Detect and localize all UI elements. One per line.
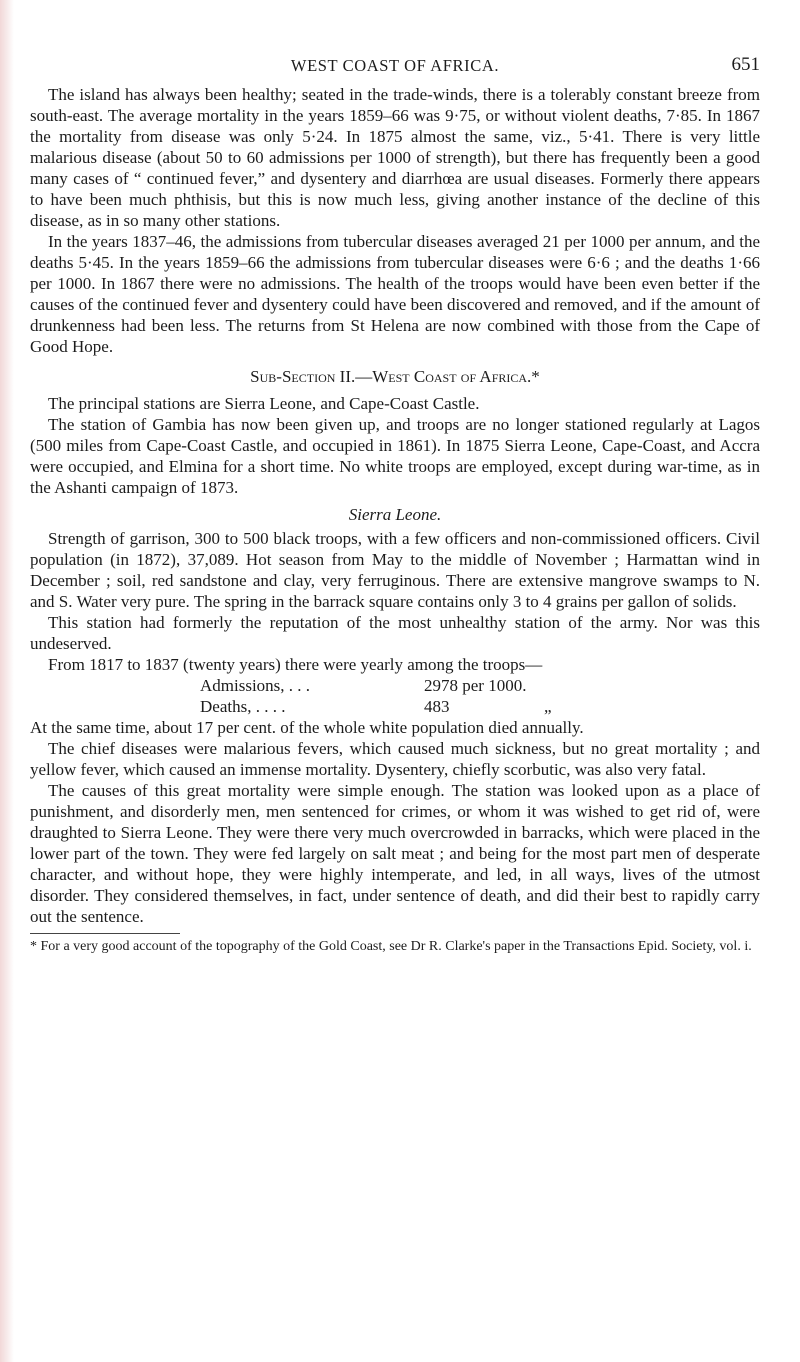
paragraph-yearly-figures: From 1817 to 1837 (twenty years) there were yearly among the troops— <box>48 655 543 674</box>
paragraph-gambia-station: The station of Gambia has now been given up, and troops are no longer stationed regularly at Lagos (500 miles from Cape-Coast Castle, and occupied in 1861). In 1875 Sierra Leone, Cape-Coast, and Accra were occupied, and Elmina for a short time. No white troops are employed, except during war-time, as in the Ashanti campaign of 1873. <box>30 415 760 497</box>
paragraph-mortality-causes: The causes of this great mortality were simple enough. The station was looked upon as a place of punishment, and disorderly men, men sentenced for crimes, or whom it was wished to get rid of, were draughted to Sierra Leone. They were there very much overcrowded in barracks, which were placed in the lower part of the town. They were fed largely on salt meat ; and being for the most part men of desperate character, and without hope, they were highly intemperate, and led, in all ways, lives of the utmost disorder. They considered themselves, in fact, under sentence of death, and did their best to rapidly carry out the sentence. <box>30 781 760 926</box>
paragraph-unhealthy-reputation: This station had formerly the reputation of the most unhealthy station of the army. Nor was this undeserved. <box>30 613 760 653</box>
paragraph-chief-diseases: The chief diseases were malarious fevers, which caused much sickness, but no great mortality ; and yellow fever, which caused an immense mortality. Dysentery, chiefly scorbutic, was also very fatal. <box>30 739 760 779</box>
stats-value: 2978 per 1000. <box>424 676 527 695</box>
footnote: * For a very good account of the topography of the Gold Coast, see Dr R. Clarke's paper in the Transactions Epid. Society, vol. i. <box>30 939 752 954</box>
stats-unit: „ <box>544 697 552 716</box>
paragraph-annual-deaths: At the same time, about 17 per cent. of the whole white population died annually. <box>30 718 584 737</box>
running-title: WEST COAST OF AFRICA. <box>290 56 500 75</box>
running-head <box>30 54 760 84</box>
footnote-rule <box>30 933 180 934</box>
stats-value: 483 <box>424 697 450 716</box>
section-heading: Sub-Section II.—West Coast of Africa.* <box>250 367 540 386</box>
stats-row-admissions <box>30 675 760 696</box>
paragraph-st-helena-health: The island has always been healthy; seated in the trade-winds, there is a tolerably constant breeze from south-east. The average mortality in the years 1859–66 was 9·75, or without violent deaths, 7·85. In 1867 the mortality from disease was only 5·24. In 1875 almost the same, viz., 5·41. There is very little malarious disease (about 50 to 60 admissions per 1000 of strength), but there has frequently been a good many cases of “ continued fever,” and dysentery and diarrhœa are usual diseases. Formerly there appears to have been much phthisis, but this is now much less, giving another instance of the decline of this disease, as in so many other stations. <box>30 85 760 230</box>
stats-label: Deaths, . . . . <box>200 697 286 716</box>
page-number: 651 <box>731 54 760 75</box>
paragraph-garrison-strength: Strength of garrison, 300 to 500 black troops, with a few officers and non-commissioned officers. Civil population (in 1872), 37,089. Hot season from May to the middle of November ; Harmattan wind in December ; soil, red sandstone and clay, very ferruginous. There are extensive mangrove swamps to N. and S. Water very pure. The spring in the barrack square contains only 3 to 4 grains per gallon of solids. <box>30 529 760 611</box>
stats-row-deaths <box>30 696 760 717</box>
stats-label: Admissions, . . . <box>200 676 311 695</box>
paragraph-tubercular-diseases: In the years 1837–46, the admissions from tubercular diseases averaged 21 per 1000 per annum, and the deaths 5·45. In the years 1859–66 the admissions from tubercular diseases were 6·6 ; and the deaths 1·66 per 1000. In 1867 there were no admissions. The health of the troops would have been even better if the causes of the continued fever and dysentery could have been discovered and removed, and if the amount of drunkenness had been less. The returns from St Helena are now combined with those from the Cape of Good Hope. <box>30 232 760 356</box>
sub-heading-sierra-leone: Sierra Leone. <box>348 505 442 524</box>
paragraph-principal-stations: The principal stations are Sierra Leone, and Cape-Coast Castle. <box>48 394 480 413</box>
